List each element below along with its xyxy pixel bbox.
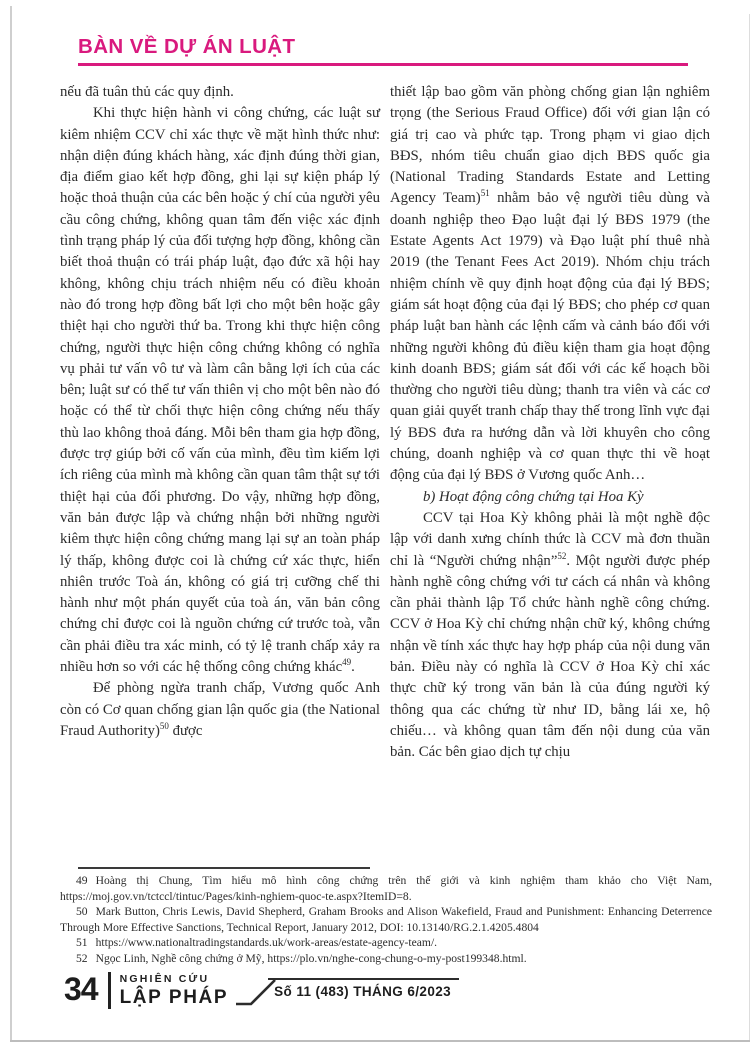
- scan-edge-left: [10, 6, 12, 1040]
- footnote-reference: 52: [557, 550, 567, 561]
- paragraph: [60, 82, 380, 103]
- page-footer: [64, 969, 459, 1017]
- footnotes: [60, 873, 712, 967]
- footnote-number: 51: [76, 936, 88, 950]
- footnote-text: Ngọc Linh, Nghề công chứng ở Mỹ, https://plo.vn/nghe-cong-chung-o-my-post199348.html.: [95, 951, 527, 965]
- text-run: được: [168, 722, 203, 739]
- text-run: Khi thực hiện hành vi công chứng, các luật sư kiêm nhiệm CCV chỉ xác thực về mặt hình thức như: nhận diện đúng khách hàng, xác định đúng thời gian, địa điểm giao kết hợp đồng, ghi lại sự kiện pháp lý hoặc thoả thuận của các bên hoặc ý chí của người yêu cầu công chứng, không quan tâm đến việc xác định tình trạng pháp lý của đối tượng hợp đồng, không cần biết thoả thuận có trái pháp luật, đạo đức xã hội hay không, không chịu trách nhiệm nếu có điều khoản nào đó trong hợp đồng bất lợi cho một bên hoặc gây thiệt hại cho người thứ ba. Trong khi thực hiện công chứng, người thực hiện công chứng không có nghĩa vụ phải tư vấn vô tư và làm cân bằng lợi ích của các bên; luật sư có thể tư vấn thiên vị cho một bên nào đó hoặc có thể từ chối thực hiện công chứng nếu thấy thù lao không thoả đáng. Mỗi bên tham gia hợp đồng, được trợ giúp bởi cố vấn của mình, đều tìm kiếm lợi ích riêng của mình mà không cần quan tâm thật sự tới thiệt hại của đối phương. Do vậy, những hợp đồng, văn bản được lập và chứng nhận bởi những người kiêm thực hiện công chứng mang lại sự an toàn pháp lý thấp, không được coi là chứng cứ xác thực, hiển nhiên trước Toà án, không có giá trị cưỡng chế thi hành như một phán quyết của toà án, văn bản công chứng chỉ được coi là nguồn chứng cứ trước toà, vẫn cần phải điều tra xác minh, có tỷ lệ tranh chấp xảy ra nhiều hơn so với các hệ thống công chứng khác: [60, 105, 380, 676]
- journal-logo-line2: LẬP PHÁP: [119, 987, 229, 1008]
- text-run: CCV tại Hoa Kỳ không phải là một nghề độc lập với danh xưng chính thức là CCV mà đơn thuần chỉ là “Người chứng nhận”: [390, 509, 710, 569]
- text-run: thiết lập bao gồm văn phòng chống gian lận nghiêm trọng (the Serious Fraud Office) đối với gian lận có giá trị cao và phức tạp. Trong phạm vi giao dịch BĐS, nhóm tiêu chuẩn giao dịch BĐS quốc gia (National Trading Standards Estate and Letting Agency Team): [390, 84, 710, 207]
- footnote-reference: 50: [159, 720, 169, 731]
- text-run: Để phòng ngừa tranh chấp, Vương quốc Anh còn có Cơ quan chống gian lận quốc gia (the National Fraud Authority): [60, 680, 380, 739]
- footnote-number: 52: [76, 951, 88, 965]
- subsection-heading: [390, 487, 710, 508]
- journal-logo-line1: NGHIÊN CỨU: [119, 973, 210, 985]
- footnote: [60, 904, 712, 935]
- text-run: .: [351, 659, 355, 676]
- text-run: . Một người được phép hành nghề công chứng với tư cách cá nhân và không cần phải thành lập Tổ chức hành nghề công chứng. CCV ở Hoa Kỳ chỉ chứng nhận chữ ký, không chứng nhận về tính xác thực hay hợp pháp của nội dung văn bản. Điều này có nghĩa là CCV ở Hoa Kỳ chỉ xác thực chữ ký trong văn bản là của đúng người ký thông qua các chứng từ như ID, bằng lái xe, hộ chiếu… và không quan tâm đến nội dung của văn bản. Các bên giao dịch tự chịu: [390, 552, 710, 761]
- paragraph: [390, 82, 710, 487]
- paragraph: [60, 678, 380, 742]
- text-run: nếu đã tuân thủ các quy định.: [60, 84, 234, 100]
- footnote-text: https://www.nationaltradingstandards.uk/work-areas/estate-agency-team/.: [95, 936, 438, 950]
- page-header: [78, 34, 690, 66]
- scan-edge-bottom: [10, 1040, 750, 1042]
- text-run: b) Hoạt động công chứng tại Hoa Kỳ: [423, 488, 644, 505]
- footnote-number: 49: [76, 874, 88, 887]
- section-title: BÀN VỀ DỰ ÁN LUẬT: [78, 35, 296, 58]
- header-rule: [78, 63, 688, 66]
- journal-logo: [120, 969, 229, 1008]
- paragraph: [60, 103, 380, 678]
- footnote-text: Mark Button, Chris Lewis, David Shepherd, Graham Brooks and Alison Wakefield, Fraud and Punishment: Enhancing Deterrence Through More Effective Sanctions, Technical Report, January 2012, DOI: 10.13140/RG.2.1.4205.4804: [60, 905, 712, 934]
- article-body: [60, 82, 710, 862]
- footnote-separator: [78, 867, 370, 869]
- footnote: [60, 935, 712, 951]
- footnote-number: 50: [76, 905, 88, 919]
- footnote: [60, 873, 712, 904]
- footer-divider: [108, 972, 111, 1009]
- right-column: [390, 82, 710, 862]
- issue-info: Số 11 (483) THÁNG 6/2023: [268, 978, 459, 999]
- footnote-reference: 49: [342, 657, 352, 668]
- page-number: 34: [64, 971, 98, 1007]
- text-run: nhằm bảo vệ người tiêu dùng và doanh nghiệp theo Đạo luật đại lý BĐS 1979 (the Estate Agents Act 1979) và Đạo luật phí thuê nhà 2019 (the Tenant Fees Act 2019). Nhóm chịu trách nhiệm chính về quy định hoạt động của đại lý BĐS; giám sát hoạt động của đại lý BĐS; cho phép cơ quan pháp luật ban hành các lệnh cấm và cảnh báo đối với những người không đủ điều kiện tham gia hoạt động kinh doanh BĐS; giám sát đối với các kế hoạch bồi thường cho người tiêu dùng; thanh tra viên và các cơ quan giải quyết tranh chấp thay thế trong lĩnh vực đại lý BĐS đưa ra hướng dẫn và lời khuyên cho công chúng, doanh nghiệp và cơ quan thực thi về hoạt động của đại lý BĐS ở Vương quốc Anh…: [390, 190, 710, 484]
- footnote-text: Hoàng thị Chung, Tìm hiểu mô hình công chứng trên thế giới và kinh nghiệm tham khảo cho Việt Nam, https://moj.gov.vn/tctccl/tintuc/Pages/kinh-nghiem-quoc-te.aspx?ItemID=8.: [60, 874, 712, 903]
- footnote: [60, 951, 712, 967]
- footnote-reference: 51: [480, 188, 490, 199]
- left-column: [60, 82, 380, 862]
- paragraph: [390, 508, 710, 764]
